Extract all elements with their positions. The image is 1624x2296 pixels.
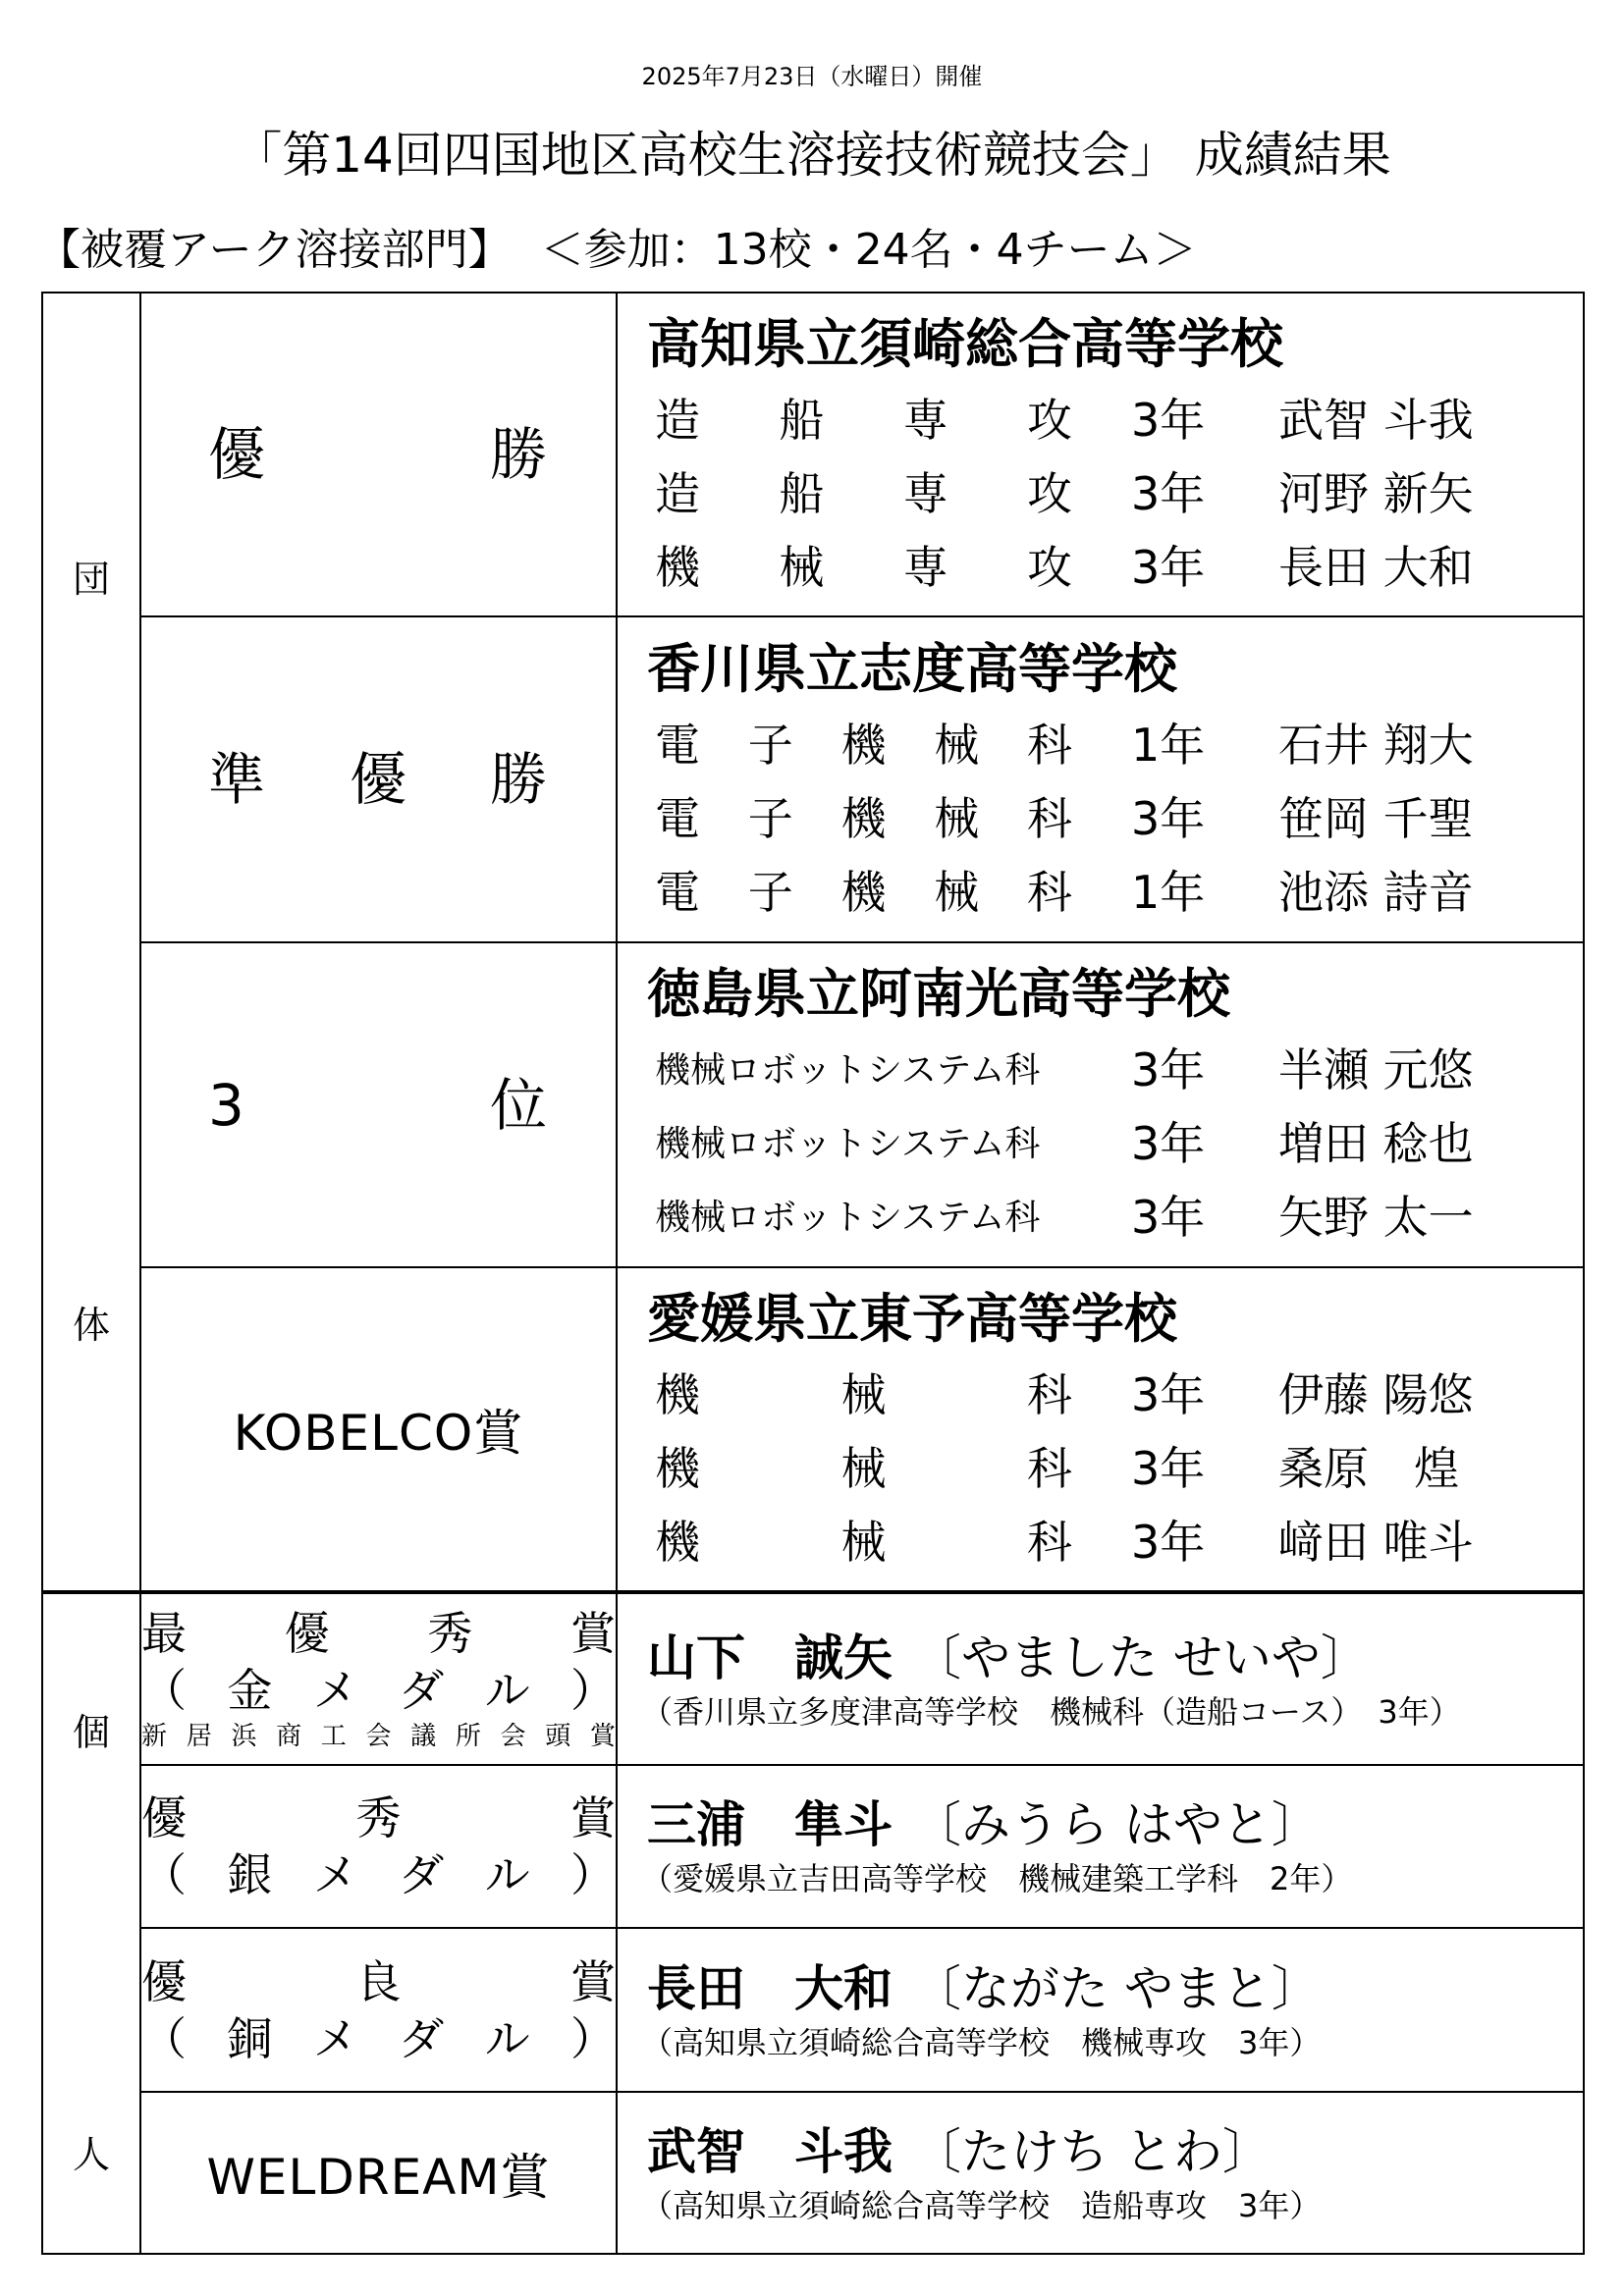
winner-affiliation: （愛媛県立吉田高等学校 機械建築工学科 2年） [641,1860,1353,1897]
team-row [42,616,1584,942]
section-char: 個 [72,1711,110,1754]
winner-name: 武智 斗我 〔たけち とわ〕 [647,2122,1272,2180]
member-row: 電 子 機 械 科 1年 池添 詩音 [618,856,1583,930]
school-name: 愛媛県立東予高等学校 [647,1287,1177,1350]
individual-row [42,2092,1584,2254]
individual-row [42,1592,1584,1765]
winner-reading: 〔やました せいや〕 [912,1629,1370,1686]
member-name: 半瀬 元悠 [1278,1043,1474,1096]
member-name: 増田 稔也 [1278,1117,1474,1170]
winner-detail [617,1765,1584,1928]
award-title: WELDREAM賞 [206,2148,551,2206]
award-title: KOBELCO賞 [233,1405,524,1462]
award-cell [140,942,617,1267]
team-row [42,1267,1584,1592]
team-detail [617,1267,1584,1592]
award-title: 準 優 勝 [208,746,548,813]
winner-name: 山下 誠矢 〔やました せいや〕 [647,1629,1370,1686]
team-section-label [42,293,140,1592]
award-cell [140,1267,617,1592]
section-char: 団 [72,558,110,601]
award-title: 優 勝 [208,421,548,488]
member-name: 伊藤 陽悠 [1278,1367,1474,1421]
award-title: 3 位 [208,1071,548,1139]
member-name: 﨑田 唯斗 [1278,1515,1474,1569]
member-name: 河野 新矢 [1278,466,1474,520]
winner-name: 長田 大和 〔ながた やまと〕 [647,1959,1321,2017]
member-row: 機 械 科 3年 﨑田 唯斗 [618,1506,1583,1579]
individual-row [42,1928,1584,2092]
winner-reading: 〔みうら はやと〕 [912,1796,1321,1853]
section-char: 人 [72,2133,110,2176]
member-name: 矢野 太一 [1278,1191,1474,1244]
member-row: 機械ロボットシステム科 3年 矢野 太一 [618,1181,1583,1255]
school-name: 高知県立須崎総合高等学校 [647,312,1283,375]
member-row: 電 子 機 械 科 3年 笹岡 千聖 [618,782,1583,856]
member-row: 機 械 科 3年 桑原 煌 [618,1432,1583,1506]
school-name: 香川県立志度高等学校 [647,637,1177,700]
team-row [42,942,1584,1267]
member-row: 機 械 科 3年 伊藤 陽悠 [618,1359,1583,1432]
member-row: 造 船 専 攻 3年 武智 斗我 [618,384,1583,457]
member-row: 電 子 機 械 科 1年 石井 翔大 [618,709,1583,782]
award-cell [140,2092,617,2254]
winner-affiliation: （高知県立須崎総合高等学校 造船専攻 3年） [641,2186,1322,2224]
team-detail [617,942,1584,1267]
award-cell [140,616,617,942]
individual-section-label [42,1592,140,2254]
member-name: 長田 大和 [1278,540,1474,594]
winner-affiliation: （高知県立須崎総合高等学校 機械専攻 3年） [641,2023,1322,2061]
member-name: 池添 詩音 [1278,865,1474,919]
school-name: 徳島県立阿南光高等学校 [647,963,1230,1025]
winner-name: 三浦 隼斗 〔みうら はやと〕 [647,1796,1321,1853]
winner-detail [617,1928,1584,2092]
award-sub-title: 新 居 浜 商 工 会 議 所 会 頭 賞 [141,1721,616,1751]
winner-detail [617,1592,1584,1765]
award-cell: 優 秀 賞 （ 銀 メ ダ ル ） [140,1765,617,1928]
member-row: 機械ロボットシステム科 3年 増田 稔也 [618,1107,1583,1181]
team-detail [617,616,1584,942]
division-line [37,214,1197,277]
winner-affiliation: （香川県立多度津高等学校 機械科（造船コース） 3年） [641,1692,1461,1731]
winner-detail [617,2092,1584,2254]
team-row [42,293,1584,616]
participation-summary: ＜参加：13校・24名・4チーム＞ [540,225,1197,275]
event-date: 2025年7月23日（水曜日）開催 [641,63,983,90]
member-row: 造 船 専 攻 3年 河野 新矢 [618,457,1583,531]
award-cell [140,293,617,616]
member-row: 機械ロボットシステム科 3年 半瀬 元悠 [618,1034,1583,1107]
member-name: 武智 斗我 [1278,393,1474,447]
results-table [41,292,1585,2255]
page-title: 「第14回四国地区高校生溶接技術競技会」 成績結果 [233,127,1391,184]
division-label: 【被覆アーク溶接部門】 [37,225,512,275]
individual-row [42,1765,1584,1928]
member-name: 桑原 煌 [1278,1441,1459,1495]
member-row: 機 械 専 攻 3年 長田 大和 [618,531,1583,605]
award-cell: 優 良 賞 （ 銅 メ ダ ル ） [140,1928,617,2092]
award-cell: 最 優 秀 賞 （ 金 メ ダ ル ） 新 居 浜 商 工 会 議 所 会 頭 賞 [140,1592,617,1765]
section-char: 体 [72,1304,110,1347]
winner-reading: 〔たけち とわ〕 [912,2122,1272,2180]
member-name: 石井 翔大 [1278,718,1474,772]
winner-reading: 〔ながた やまと〕 [912,1959,1321,2017]
team-detail [617,293,1584,616]
member-name: 笹岡 千聖 [1278,791,1474,845]
